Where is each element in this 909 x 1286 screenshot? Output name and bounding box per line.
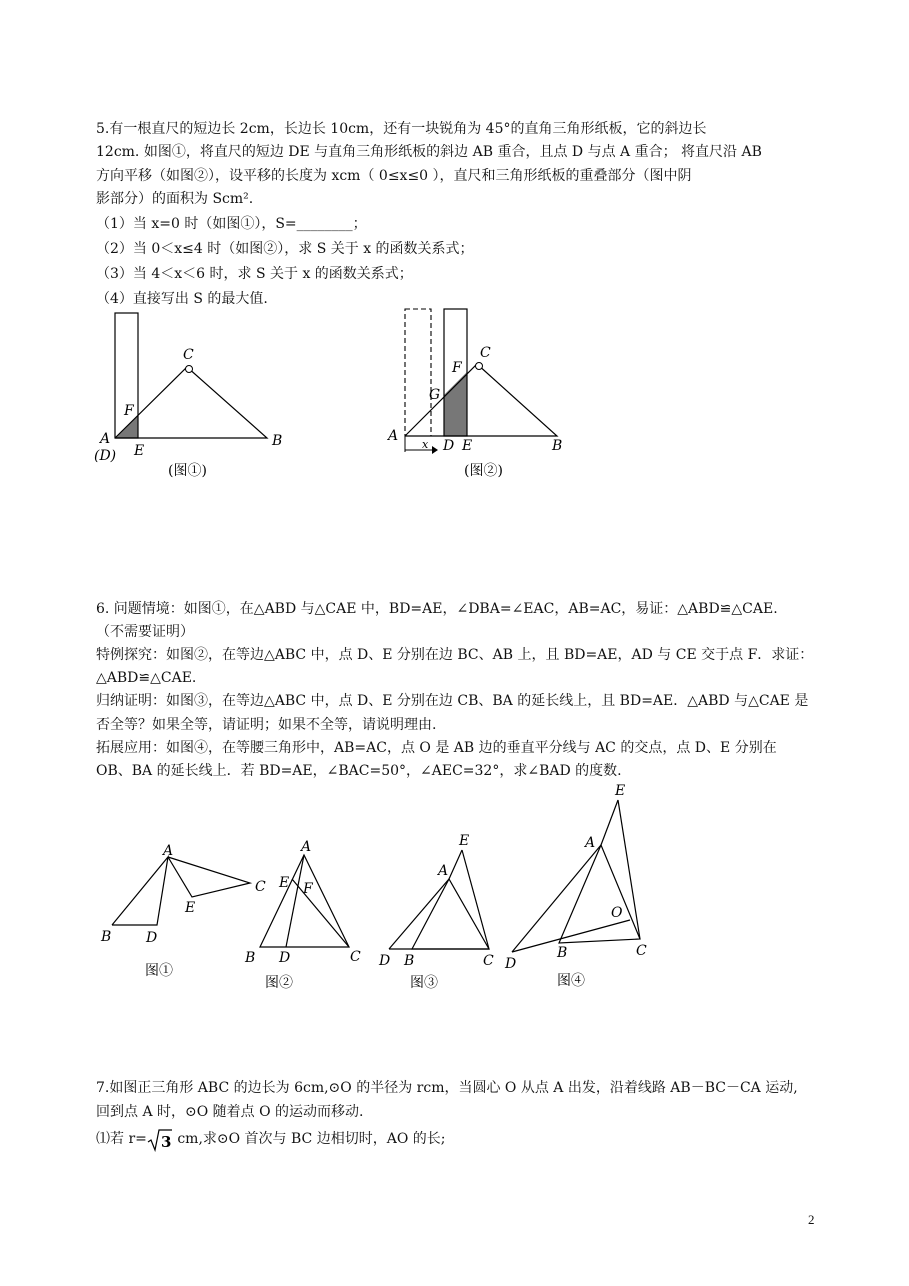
q5-fig2-label-f: F bbox=[452, 360, 462, 376]
q6-fig1-label-e: E bbox=[185, 900, 196, 916]
q6-fig2-label-f: F bbox=[303, 881, 313, 897]
q6-fig4-label-b: B bbox=[557, 945, 568, 961]
q5-fig1-label-e: E bbox=[134, 443, 145, 459]
q6-fig2-label-a: A bbox=[301, 839, 312, 855]
q5-fig2-label-d: D bbox=[443, 438, 455, 454]
q6-line5: 归纳证明：如图③，在等边△ABC 中，点 D、E 分别在边 CB、BA 的延长线上，且 BD=AE．△ABD 与△CAE 是 bbox=[96, 693, 809, 709]
q5-fig2-right-angle-mark bbox=[476, 363, 483, 370]
q6-fig3-label-e: E bbox=[459, 833, 470, 849]
q6-fig3-caption: 图③ bbox=[410, 975, 438, 991]
q6-fig4-label-d: D bbox=[505, 956, 517, 972]
q7-line3-suffix: cm,求⊙O 首次与 BC 边相切时，AO 的长; bbox=[172, 1131, 446, 1147]
q6-fig2-label-d: D bbox=[279, 950, 291, 966]
q6-fig3-segment-ae bbox=[449, 850, 462, 879]
q6-fig2-caption: 图② bbox=[265, 975, 293, 991]
q6-fig3-triangle-abc bbox=[412, 879, 489, 949]
q5-sub1: （1）当 x=0 时（如图①），S=________； bbox=[96, 216, 367, 232]
q6-fig4-segment-db bbox=[512, 920, 630, 952]
q5-sub2: （2）当 0＜x≤4 时（如图②），求 S 关于 x 的函数关系式； bbox=[96, 241, 474, 257]
q6-line6: 否全等？如果全等，请证明；如果不全等，请说明理由. bbox=[96, 717, 437, 733]
q5-fig1-label-c: C bbox=[183, 347, 194, 363]
q6-line3: 特例探究：如图②，在等边△ABC 中，点 D、E 分别在边 BC、AB 上，且 BD=AE，AD 与 CE 交于点 F．求证： bbox=[96, 647, 814, 663]
q6-fig1-triangle-cae bbox=[168, 857, 250, 897]
q6-fig1-label-d: D bbox=[146, 930, 158, 946]
q5-fig2-label-b: B bbox=[552, 438, 563, 454]
q5-fig2-label-a: A bbox=[388, 428, 399, 444]
q6-fig3-label-c: C bbox=[483, 953, 494, 969]
q5-fig1-caption: (图①) bbox=[168, 463, 207, 479]
q5-line3: 方向平移（如图②），设平移的长度为 xcm（ 0≤x≤0 ），直尺和三角形纸板的重叠部分（图中阴 bbox=[96, 168, 692, 184]
page-number: 2 bbox=[808, 1212, 815, 1227]
q5-fig2-ruler-original bbox=[405, 309, 431, 436]
q6-figures bbox=[95, 775, 675, 1000]
q7-line2: 回到点 A 时，⊙O 随着点 O 的运动而移动. bbox=[96, 1104, 364, 1120]
q5-line1: 5.有一根直尺的短边长 2cm，长边长 10cm，还有一块锐角为 45°的直角三角形纸板，它的斜边长 bbox=[96, 121, 707, 137]
q6-fig2 bbox=[244, 839, 361, 991]
q5-figure-1 bbox=[90, 305, 300, 485]
q5-figure-2 bbox=[380, 300, 580, 485]
q5-fig1-label-a: A bbox=[100, 431, 111, 447]
q6-fig4-caption: 图④ bbox=[557, 973, 585, 989]
q6-fig3-segment-ec bbox=[462, 850, 489, 949]
q6-fig1 bbox=[100, 843, 266, 979]
q5-fig2-label-e: E bbox=[462, 438, 473, 454]
q6-fig2-label-e: E bbox=[279, 875, 290, 891]
q5-fig2-triangle bbox=[405, 364, 557, 436]
q6-fig1-caption: 图① bbox=[145, 963, 173, 979]
q6-fig2-label-c: C bbox=[350, 949, 361, 965]
q6-fig3-label-a: A bbox=[438, 863, 449, 879]
q6-fig2-segment-ad bbox=[286, 855, 304, 947]
q6-fig1-label-c: C bbox=[255, 879, 266, 895]
q7-sqrt-icon bbox=[147, 1128, 173, 1152]
q6-fig4-label-a: A bbox=[585, 835, 596, 851]
q5-sub4: （4）直接写出 S 的最大值. bbox=[96, 291, 268, 307]
q6-fig3-label-b: B bbox=[404, 953, 415, 969]
q6-line1: 6. 问题情境：如图①，在△ABD 与△CAE 中，BD=AE，∠DBA=∠EAC，AB=AC，易证：△ABD≌△CAE. bbox=[96, 601, 778, 617]
q5-fig1-label-f: F bbox=[124, 403, 134, 419]
q6-fig1-label-a: A bbox=[163, 843, 174, 859]
q6-fig4 bbox=[504, 783, 647, 989]
q5-fig2-caption: (图②) bbox=[464, 463, 503, 479]
q5-line2: 12cm. 如图①，将直尺的短边 DE 与直角三角形纸板的斜边 AB 重合，且点 D 与点 A 重合； 将直尺沿 AB bbox=[96, 144, 762, 160]
q7-sqrt-expression bbox=[147, 1127, 173, 1152]
q6-fig1-triangle-abd bbox=[112, 857, 168, 925]
q6-fig4-label-e: E bbox=[615, 783, 626, 799]
q5-fig2-arrow-head bbox=[432, 446, 438, 454]
q6-fig1-label-b: B bbox=[101, 929, 112, 945]
q6-fig4-segment-ad bbox=[512, 845, 601, 952]
q6-line2: （不需要证明） bbox=[96, 624, 194, 640]
q6-fig2-label-b: B bbox=[245, 950, 256, 966]
q6-fig4-label-o: O bbox=[611, 905, 623, 921]
q6-line7: 拓展应用：如图④，在等腰三角形中，AB=AC，点 O 是 AB 边的垂直平分线与 AC 的交点，点 D、E 分别在 bbox=[96, 740, 777, 756]
q5-sub3: （3）当 4＜x＜6 时，求 S 关于 x 的函数关系式； bbox=[96, 266, 413, 282]
q6-fig3-label-d: D bbox=[379, 953, 391, 969]
q6-fig3-segment-ad bbox=[389, 879, 449, 949]
q7-line3 bbox=[96, 1127, 821, 1152]
q6-fig4-segment-ae bbox=[601, 800, 618, 845]
q6-line4: △ABD≌△CAE. bbox=[96, 670, 197, 686]
q7-line3-prefix: ⑴若 r= bbox=[96, 1131, 147, 1147]
q5-line4: 影部分）的面积为 Scm². bbox=[96, 191, 254, 207]
q7-line1: 7.如图正三角形 ABC 的边长为 6cm,⊙O 的半径为 rcm，当圆心 O 从点 A 出发，沿着线路 AB－BC－CA 运动, bbox=[96, 1080, 798, 1096]
q5-fig1-label-b: B bbox=[272, 433, 283, 449]
q6-fig2-triangle-abc bbox=[260, 855, 349, 947]
q5-fig1-right-angle-mark bbox=[186, 366, 193, 373]
q5-fig2-label-g: G bbox=[429, 387, 441, 403]
q5-fig1-label-d: (D) bbox=[94, 448, 117, 464]
q7-sqrt-number: 3 bbox=[160, 1133, 172, 1151]
q6-fig3 bbox=[378, 833, 494, 991]
q6-fig4-label-c: C bbox=[636, 943, 647, 959]
q5-fig2-label-x: x bbox=[422, 438, 429, 451]
q6-line8: OB、BA 的延长线上．若 BD=AE，∠BAC=50°，∠AEC=32°，求∠BAD 的度数. bbox=[96, 763, 622, 779]
q5-fig2-shaded-region bbox=[444, 372, 467, 436]
q5-fig2-label-c: C bbox=[480, 345, 491, 361]
